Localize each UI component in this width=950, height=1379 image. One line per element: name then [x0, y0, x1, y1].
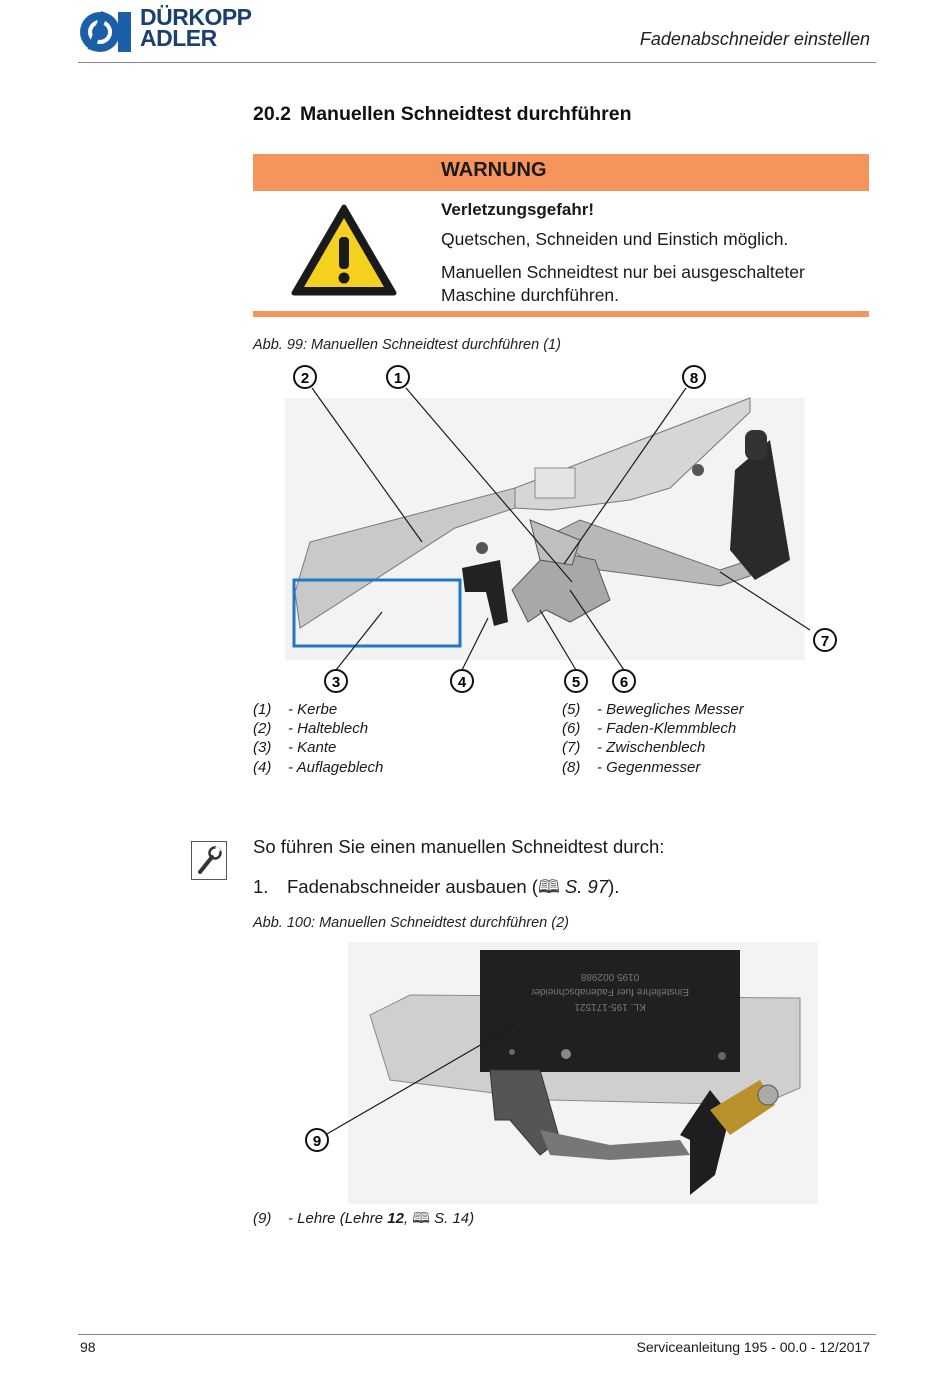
- callout-1: [387, 366, 409, 388]
- section-number: 20.2: [253, 103, 291, 125]
- svg-text:KL. 195-171521: KL. 195-171521: [574, 1001, 646, 1012]
- page-number: 98: [80, 1339, 96, 1355]
- legend-item: (6) - Faden-Klemmblech: [562, 720, 737, 738]
- page-reference-link[interactable]: S. 97: [559, 876, 609, 897]
- section-title: Manuellen Schneidtest durchführen: [299, 103, 632, 125]
- svg-text:Einstellehre fuer Fadenabschne: Einstellehre fuer Fadenabschneider: [531, 986, 689, 997]
- section-heading: [253, 103, 632, 126]
- callout-7: [814, 629, 836, 651]
- legend-item: (2) - Halteblech: [253, 720, 369, 738]
- legend-item: (3) - Kante: [253, 739, 337, 757]
- brand-logo-icon: [78, 10, 134, 54]
- warning-text-instruction: Manuellen Schneidtest nur bei ausgeschalteter Maschine durchführen.: [441, 262, 805, 305]
- svg-text:7: 7: [820, 633, 830, 650]
- svg-text:1: 1: [393, 370, 403, 387]
- figure-99-caption: Abb. 99: Manuellen Schneidtest durchführen (1): [253, 337, 561, 353]
- legend-item-9: (9) - Lehre (Lehre 12, 🕮 S. 14): [253, 1210, 475, 1227]
- callout-8: [683, 366, 705, 388]
- legend-item: (7) - Zwischenblech: [562, 739, 706, 757]
- warning-banner: [253, 154, 869, 191]
- page-reference-link[interactable]: S. 14): [429, 1210, 475, 1227]
- header-divider: [78, 62, 876, 63]
- svg-text:6: 6: [619, 674, 629, 691]
- callout-4: [451, 670, 473, 692]
- running-header-title: Fadenabschneider einstellen: [639, 29, 870, 49]
- svg-text:5: 5: [571, 674, 581, 691]
- svg-text:8: 8: [689, 370, 699, 387]
- book-icon: 🕮: [537, 876, 560, 897]
- warning-heading: Verletzungsgefahr!: [441, 200, 595, 219]
- warning-bottom-rule: [253, 311, 869, 317]
- figure-100-caption: Abb. 100: Manuellen Schneidtest durchführen (2): [253, 915, 569, 931]
- legend-left-column: [253, 700, 383, 777]
- book-icon: 🕮: [412, 1210, 430, 1227]
- procedure-intro: So führen Sie einen manuellen Schneidtest durch:: [253, 836, 665, 857]
- footer-divider: [78, 1334, 876, 1335]
- warning-text-hazards: Quetschen, Schneiden und Einstich möglich.: [441, 229, 789, 249]
- legend-item: (5) - Bewegliches Messer: [562, 701, 744, 718]
- figure-99-cutter-illustration: [250, 360, 850, 700]
- callout-5: [565, 670, 587, 692]
- legend-item: (4) - Auflageblech: [253, 758, 384, 776]
- callout-9: [306, 1129, 328, 1151]
- legend-item: (8) - Gegenmesser: [562, 758, 701, 776]
- figure-100-gauge-illustration: [290, 940, 830, 1205]
- legend-right-column: [562, 700, 744, 777]
- svg-text:0195 002988: 0195 002988: [580, 971, 640, 982]
- document-reference: Serviceanleitung 195 - 00.0 - 12/2017: [636, 1339, 870, 1355]
- callout-3: [325, 670, 347, 692]
- svg-text:3: 3: [331, 674, 341, 691]
- svg-text:4: 4: [457, 674, 467, 691]
- svg-text:2: 2: [300, 370, 310, 387]
- legend-item: (1) - Kerbe: [253, 701, 338, 718]
- callout-2: [294, 366, 316, 388]
- callout-6: [613, 670, 635, 692]
- warning-triangle-icon: [290, 203, 398, 297]
- brand-name: DÜRKOPP ADLER: [140, 4, 252, 51]
- procedure-step-1: 1. Fadenabschneider ausbauen (🕮 S. 97).: [253, 876, 620, 897]
- svg-text:9: 9: [312, 1133, 322, 1150]
- wrench-icon: [191, 841, 227, 880]
- warning-label: WARNUNG: [441, 159, 547, 181]
